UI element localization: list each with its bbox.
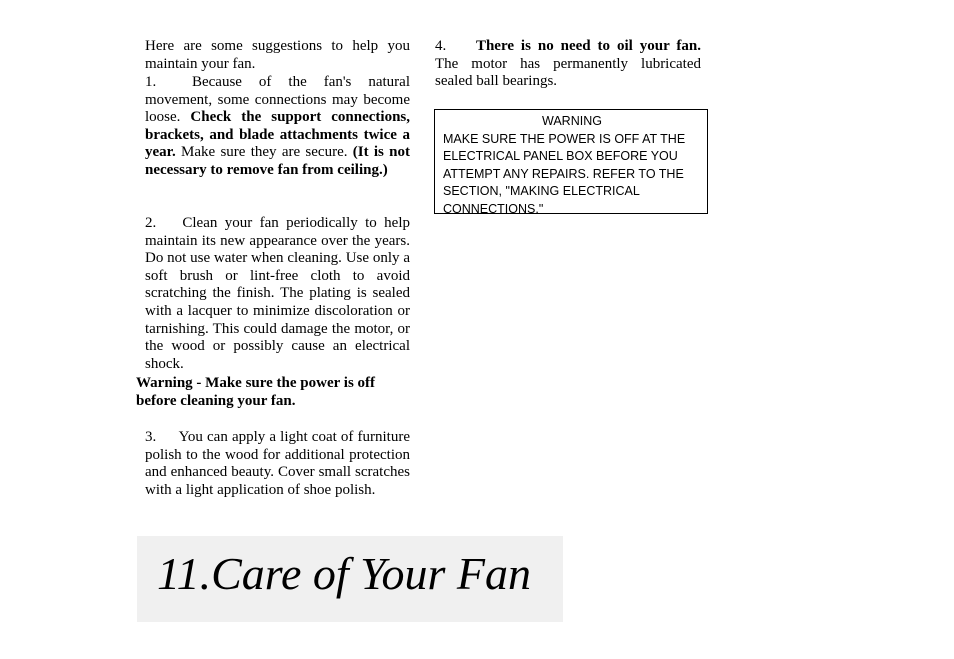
care-item-4	[435, 38, 701, 91]
care-item-1	[145, 74, 410, 180]
item-4-text: The motor has permanently lubricated sealed ball bearings.	[435, 55, 701, 90]
item-4-number: 4.	[435, 38, 447, 54]
item-3-number: 3.	[145, 429, 157, 445]
item-2-text: Clean your fan periodically to help maintain its new appearance over the years. Do not use water when cleaning. Use only a soft brush or lint-free cloth to avoid scratching the finish. The plating is sealed with a lacquer to minimize discoloration or tarnishing. This could damage the motor, or the wood or possibly cause an electrical shock.	[145, 215, 410, 372]
item-1-bold-a: Check the support connections, brackets, and blade attachments twice a year.	[145, 109, 410, 161]
warning-title: WARNING	[542, 114, 602, 128]
item-2-number: 2.	[145, 215, 157, 231]
item-1-number: 1.	[145, 74, 157, 90]
item-4-bold: There is no need to oil your fan.	[475, 38, 702, 54]
item-1-text-b: Make sure they are secure.	[181, 144, 348, 161]
warning-body: MAKE SURE THE POWER IS OFF AT THE ELECTRICAL PANEL BOX BEFORE YOU ATTEMPT ANY REPAIRS. REFER TO THE SECTION, "MAKING ELECTRICAL CONNECTIONS."	[443, 131, 686, 216]
item-3-text: You can apply a light coat of furniture polish to the wood for additional protection and enhanced beauty. Cover small scratches with a light application of shoe polish.	[145, 429, 410, 498]
intro-text: Here are some suggestions to help you maintain your fan.	[145, 38, 410, 72]
item-1-text-a: Because of the fan's natural movement, some connections may become loose.	[145, 74, 411, 126]
cleaning-warning: Warning - Make sure the power is off before cleaning your fan.	[136, 375, 376, 409]
care-item-3	[145, 429, 410, 499]
item-1-bold-b: (It is not necessary to remove fan from ceiling.)	[145, 144, 411, 178]
care-item-2	[145, 215, 410, 373]
section-title: 11.Care of Your Fan	[137, 536, 563, 622]
warning-box	[434, 109, 708, 214]
